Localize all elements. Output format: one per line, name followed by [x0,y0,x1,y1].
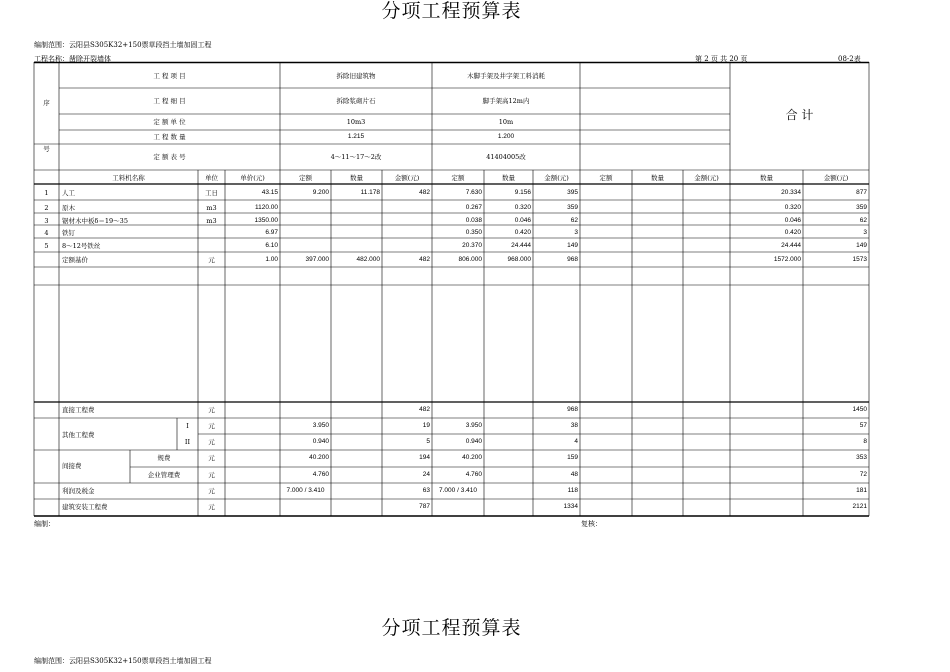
g2-qty-header: 数量 [502,174,515,182]
profit-a2: 118 [567,487,578,494]
summary-cell-unit: 元 [208,471,215,479]
g2-amount-header: 金额(元) [544,174,569,182]
cell-tq: 1572.000 [773,256,801,263]
cell-a2: 3 [574,229,578,236]
profit-a1: 63 [422,487,430,494]
summary-cell-ta: 72 [859,471,867,478]
cell-n1: 482.000 [356,256,380,263]
summary-cell-a2: 38 [570,422,578,429]
page-number: 第 2 页 共 20 页 [695,55,748,63]
cell-a2: 62 [570,217,578,224]
cell-n2: 968.000 [507,256,531,263]
reviewed-by: 复核： [581,520,602,528]
summary-cell-q2: 4.760 [465,471,482,478]
summary-cell-unit: 元 [208,422,215,430]
summary-cell-sub: I [186,422,189,430]
cell-unit: m3 [206,204,217,212]
cell-price: 6.97 [265,229,278,236]
cell-unit: 工日 [205,189,218,197]
cell-tq: 24.444 [781,242,801,249]
g3-quota-header: 定额 [599,174,613,182]
direct-cost-label: 直接工程费 [62,406,95,414]
cell-n: 3 [44,217,49,225]
summary-cell-a2: 4 [574,438,578,445]
cell-price: 6.10 [265,242,278,249]
cell-a1: 482 [419,189,430,196]
cell-n1: 11.178 [360,189,380,196]
cell-name: 人工 [62,189,75,197]
no-label: 号 [43,145,50,153]
table-lines [34,62,869,516]
col-name-header: 工料机名称 [112,174,145,182]
cell-q2: 806.000 [458,256,482,263]
scope-label: 编制范围：云阳县S305K32+150票草段挡土墙加固工程 [34,41,212,49]
group2-qty: 1.200 [497,133,515,140]
total-cost-label: 建筑安装工程费 [62,503,108,511]
summary-cell-q1: 4.760 [312,471,329,478]
row-qty-label: 工 程 数 量 [153,133,186,141]
cell-n2: 9.156 [514,189,531,196]
form-number: 08-2表 [838,55,861,63]
g1-qty-header: 数量 [350,174,363,182]
cell-n: 5 [44,242,49,250]
summary-cell-q1: 40.200 [309,454,329,461]
cell-n: 1 [44,189,49,197]
profit-label: 利润及税金 [62,487,95,495]
summary-cell-a1: 24 [422,471,430,478]
project-label: 工程名称：凿除开裂墙体 [34,55,111,63]
cell-a1: 482 [419,256,430,263]
cell-ta: 877 [856,189,867,196]
summary-cell-sub: 企业管理费 [147,471,181,479]
cell-q2: 0.267 [465,204,482,211]
summary-cell-sub: 规费 [157,454,171,462]
summary-cell-q1: 0.940 [312,438,329,445]
g2-quota-header: 定额 [451,174,465,182]
total-cost-unit: 元 [208,503,215,511]
cell-n2: 0.046 [514,217,531,224]
cell-q2: 20.370 [462,242,482,249]
cell-price: 1.00 [265,256,278,263]
group2-code: 41404005改 [486,153,526,161]
total-label: 合 计 [785,108,814,122]
profit-q2: 7.000 / 3.410 [439,487,477,494]
profit-total: 181 [856,487,867,494]
group1-unit: 10m3 [346,118,366,126]
direct-cost-total: 1450 [852,406,867,413]
cell-q1: 9.200 [312,189,329,196]
cell-ta: 62 [859,217,867,224]
direct-cost-a1: 482 [419,406,430,413]
cell-q2: 0.038 [465,217,482,224]
page-title: 分项工程预算表 [381,0,522,22]
group1-qty: 1.215 [347,133,365,140]
row-project-label: 工 程 项 目 [153,72,186,80]
cell-tq: 0.320 [784,204,801,211]
group1-project: 拆除旧建筑物 [336,72,376,80]
direct-cost-a2: 968 [567,406,578,413]
profit-unit: 元 [208,487,215,495]
cell-tq: 20.334 [781,189,801,196]
cell-price: 1350.00 [254,217,278,224]
cell-name: 8～12号铁丝 [62,242,101,250]
cell-unit: m3 [206,217,217,225]
summary-cell-a2: 159 [567,454,578,461]
summary-cell-a2: 48 [570,471,578,478]
summary-cell-ta: 353 [856,454,867,461]
col-unit-header: 单位 [205,174,218,182]
summary-cell-q2: 3.950 [465,422,482,429]
summary-cell-a1: 194 [419,454,430,461]
cell-q2: 7.630 [465,189,482,196]
total-cost-a2: 1334 [563,503,578,510]
summary-cell-a1: 19 [422,422,430,429]
group2-detail: 脚手架高12m内 [482,97,530,105]
profit-q1: 7.000 / 3.410 [286,487,325,494]
summary-cell-sub: II [184,438,191,446]
cell-price: 1120.00 [254,204,278,211]
cell-price: 43.15 [261,189,278,196]
cell-name: 铁钉 [62,229,75,237]
summary-cell-unit: 元 [208,438,215,446]
cell-n: 2 [44,204,49,212]
cell-q2: 0.350 [465,229,482,236]
g3-qty-header: 数量 [651,174,664,182]
cell-n: 4 [44,229,49,237]
cell-ta: 3 [863,229,867,236]
next-page-title: 分项工程预算表 [381,617,522,639]
g3-amount-header: 金额(元) [694,174,719,182]
summary-cell-unit: 元 [208,454,215,462]
cell-q1: 397.000 [305,256,329,263]
cell-unit: 元 [208,256,215,264]
seq-label: 序 [43,99,50,107]
row-code-label: 定 额 表 号 [153,153,186,161]
col-price-header: 单价(元) [240,174,265,182]
cell-n2: 0.420 [514,229,531,236]
g1-amount-header: 金额(元) [394,174,420,182]
group1-detail: 拆除浆砌片石 [336,97,376,105]
total-qty-header: 数量 [760,174,773,182]
cell-ta: 1573 [852,256,867,263]
next-page-scope: 编制范围：云阳县S305K32+150票草段挡土墙加固工程 [34,657,212,665]
total-cost-a1: 787 [419,503,430,510]
cell-name: 锯材木中板δ＝19～35 [62,217,128,225]
summary-cell-a1: 5 [426,438,430,445]
summary-cell-q1: 3.950 [312,422,329,429]
group1-code: 4～11～17～2改 [330,153,382,161]
other-cost-label: 其他工程费 [62,431,95,439]
group2-project: 木脚手架及井字架工料消耗 [467,72,545,80]
total-cost-total: 2121 [852,503,867,510]
cell-name: 定额基价 [62,256,88,264]
cell-n2: 0.320 [514,204,531,211]
prepared-by: 编制： [34,520,55,528]
direct-cost-unit: 元 [208,406,215,414]
g1-quota-header: 定额 [299,174,312,182]
cell-a2: 149 [567,242,578,249]
cell-tq: 0.046 [784,217,801,224]
cell-n2: 24.444 [511,242,531,249]
row-detail-label: 工 程 细 目 [153,97,186,105]
cell-name: 原木 [62,204,75,212]
cell-a2: 359 [567,204,578,211]
total-amount-header: 金额(元) [823,174,849,182]
group2-unit: 10m [498,118,514,126]
summary-cell-q2: 40.200 [462,454,482,461]
row-unit-label: 定 额 单 位 [153,118,186,126]
summary-cell-ta: 57 [859,422,867,429]
summary-cell-q2: 0.940 [465,438,482,445]
cell-tq: 0.420 [784,229,801,236]
indirect-cost-label: 间接费 [62,462,82,470]
cell-a2: 968 [567,256,578,263]
cell-ta: 149 [856,242,867,249]
cell-a2: 395 [567,189,578,196]
summary-cell-ta: 8 [863,438,867,445]
cell-ta: 359 [856,204,867,211]
